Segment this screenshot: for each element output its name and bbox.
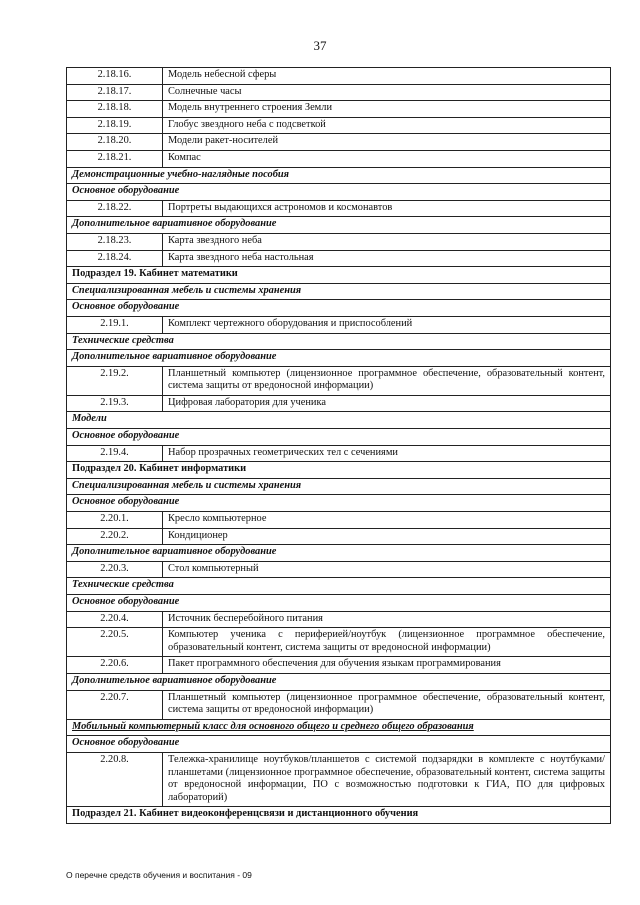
category-heading-text: Дополнительное вариативное оборудование: [72, 546, 277, 558]
category-heading: [67, 350, 611, 367]
category-heading: [67, 578, 611, 595]
item-description: Пакет программного обеспечения для обучения языкам программирования: [163, 657, 611, 674]
section-heading-text: Подраздел 20. Кабинет информатики: [72, 463, 247, 475]
category-heading-text: Дополнительное вариативное оборудование: [72, 351, 277, 363]
category-heading-text: Основное оборудование: [72, 301, 180, 313]
category-row: [67, 412, 611, 429]
item-number: 2.20.2.: [67, 528, 163, 545]
category-heading: [67, 167, 611, 184]
category-row: [67, 333, 611, 350]
item-description: Компас: [163, 150, 611, 167]
category-row: [67, 495, 611, 512]
category-heading: [67, 283, 611, 300]
item-number: 2.20.6.: [67, 657, 163, 674]
category-heading-text: Модели: [72, 413, 107, 425]
category-heading: [67, 412, 611, 429]
category-heading-text: Мобильный компьютерный класс для основного общего и среднего общего образования: [72, 720, 474, 732]
item-number: 2.20.5.: [67, 628, 163, 657]
category-heading-text: Специализированная мебель и системы хранения: [72, 284, 302, 296]
item-description: Портреты выдающихся астрономов и космонавтов: [163, 200, 611, 217]
table-row: [67, 250, 611, 267]
category-row: [67, 736, 611, 753]
table-row: [67, 628, 611, 657]
category-heading-text: Основное оборудование: [72, 430, 180, 442]
section-heading: [67, 267, 611, 284]
page-footer: О перечне средств обучения и воспитания - 09: [66, 870, 252, 880]
category-heading-text: Технические средства: [72, 579, 174, 591]
equipment-table-body: [67, 68, 611, 824]
category-heading-text: Демонстрационные учебно-наглядные пособия: [72, 168, 290, 180]
table-row: [67, 512, 611, 529]
category-heading: [67, 333, 611, 350]
category-row: [67, 217, 611, 234]
category-heading-text: Основное оборудование: [72, 596, 180, 607]
table-row: [67, 395, 611, 412]
item-number: 2.18.22.: [67, 200, 163, 217]
category-row: [67, 578, 611, 595]
item-description: Модель внутреннего строения Земли: [163, 101, 611, 118]
table-row: [67, 68, 611, 85]
category-heading-text: Специализированная мебель и системы хранения: [72, 479, 302, 491]
item-description: Тележка-хранилище ноутбуков/планшетов с системой подзарядки в комплекте с ноутбуками/планшетами (лицензионное программное обеспечение, образовательный контент, система защиты от вредоносной информации, ПО с возможностью подготовки к ГИА, ПО для цифровых лабораторий): [163, 752, 611, 806]
category-row: [67, 350, 611, 367]
item-number: 2.18.24.: [67, 250, 163, 267]
table-row: [67, 611, 611, 628]
table-row: [67, 657, 611, 674]
table-row: [67, 233, 611, 250]
category-row: [67, 673, 611, 690]
category-heading: [67, 673, 611, 690]
category-heading-text: Основное оборудование: [72, 737, 180, 749]
category-heading: [67, 719, 611, 736]
category-row: [67, 184, 611, 201]
table-row: [67, 561, 611, 578]
item-number: 2.20.8.: [67, 752, 163, 806]
item-number: 2.18.19.: [67, 117, 163, 134]
item-number: 2.18.20.: [67, 134, 163, 151]
category-heading: [67, 429, 611, 446]
category-heading-text: Основное оборудование: [72, 185, 180, 197]
item-description: Компьютер ученика с периферией/ноутбук (лицензионное программное обеспечение, образовательный контент, система защиты от вредоносной информации): [163, 628, 611, 657]
category-heading: [67, 495, 611, 512]
section-heading-text: Подраздел 21. Кабинет видеоконференцсвязи и дистанционного обучения: [72, 808, 419, 820]
item-number: 2.18.17.: [67, 84, 163, 101]
category-heading: [67, 478, 611, 495]
category-row: [67, 167, 611, 184]
item-description: Модели ракет-носителей: [163, 134, 611, 151]
item-description: Кондиционер: [163, 528, 611, 545]
item-number: 2.18.16.: [67, 68, 163, 85]
category-heading-text: Основное оборудование: [72, 496, 180, 508]
table-row: [67, 528, 611, 545]
category-row: [67, 719, 611, 736]
table-row: [67, 117, 611, 134]
item-description: Солнечные часы: [163, 84, 611, 101]
category-heading-text: Дополнительное вариативное оборудование: [72, 674, 277, 686]
item-description: Источник бесперебойного питания: [163, 611, 611, 628]
category-row: [67, 429, 611, 446]
category-row: [67, 478, 611, 495]
item-description: Комплект чертежного оборудования и приспособлений: [163, 316, 611, 333]
item-description: Планшетный компьютер (лицензионное программное обеспечение, образовательный контент, система защиты от вредоносной информации): [163, 690, 611, 719]
item-number: 2.18.18.: [67, 101, 163, 118]
table-row: [67, 101, 611, 118]
page-number: 37: [313, 38, 327, 53]
item-number: 2.18.21.: [67, 150, 163, 167]
category-heading: [67, 736, 611, 753]
table-row: [67, 690, 611, 719]
item-number: 2.20.7.: [67, 690, 163, 719]
category-heading: [67, 300, 611, 317]
item-number: 2.19.2.: [67, 366, 163, 395]
category-heading: [67, 184, 611, 201]
item-description: Глобус звездного неба с подсветкой: [163, 117, 611, 134]
item-description: Планшетный компьютер (лицензионное программное обеспечение, образовательный контент, система защиты от вредоносной информации): [163, 366, 611, 395]
item-number: 2.19.3.: [67, 395, 163, 412]
table-row: [67, 752, 611, 806]
item-number: 2.20.1.: [67, 512, 163, 529]
section-row: [67, 807, 611, 824]
table-row: [67, 134, 611, 151]
section-heading: [67, 807, 611, 824]
item-number: 2.19.4.: [67, 445, 163, 462]
item-number: 2.20.3.: [67, 561, 163, 578]
item-number: 2.19.1.: [67, 316, 163, 333]
section-row: [67, 462, 611, 479]
item-description: Кресло компьютерное: [163, 512, 611, 529]
category-row: [67, 595, 611, 612]
item-description: Модель небесной сферы: [163, 68, 611, 85]
item-number: 2.18.23.: [67, 233, 163, 250]
item-description: Стол компьютерный: [163, 561, 611, 578]
table-row: [67, 84, 611, 101]
item-description: Набор прозрачных геометрических тел с сечениями: [163, 445, 611, 462]
category-heading: [67, 545, 611, 562]
category-heading-text: Дополнительное вариативное оборудование: [72, 218, 277, 230]
section-row: [67, 267, 611, 284]
table-row: [67, 366, 611, 395]
item-description: Карта звездного неба: [163, 233, 611, 250]
table-row: [67, 316, 611, 333]
item-number: 2.20.4.: [67, 611, 163, 628]
category-row: [67, 545, 611, 562]
category-heading: [67, 595, 611, 612]
section-heading-text: Подраздел 19. Кабинет математики: [72, 268, 238, 280]
category-row: [67, 300, 611, 317]
category-heading: [67, 217, 611, 234]
category-heading-text: Технические средства: [72, 334, 174, 346]
table-row: [67, 200, 611, 217]
equipment-table: [66, 67, 611, 824]
category-row: [67, 283, 611, 300]
item-description: Карта звездного неба настольная: [163, 250, 611, 267]
table-row: [67, 445, 611, 462]
table-row: [67, 150, 611, 167]
item-description: Цифровая лаборатория для ученика: [163, 395, 611, 412]
section-heading: [67, 462, 611, 479]
